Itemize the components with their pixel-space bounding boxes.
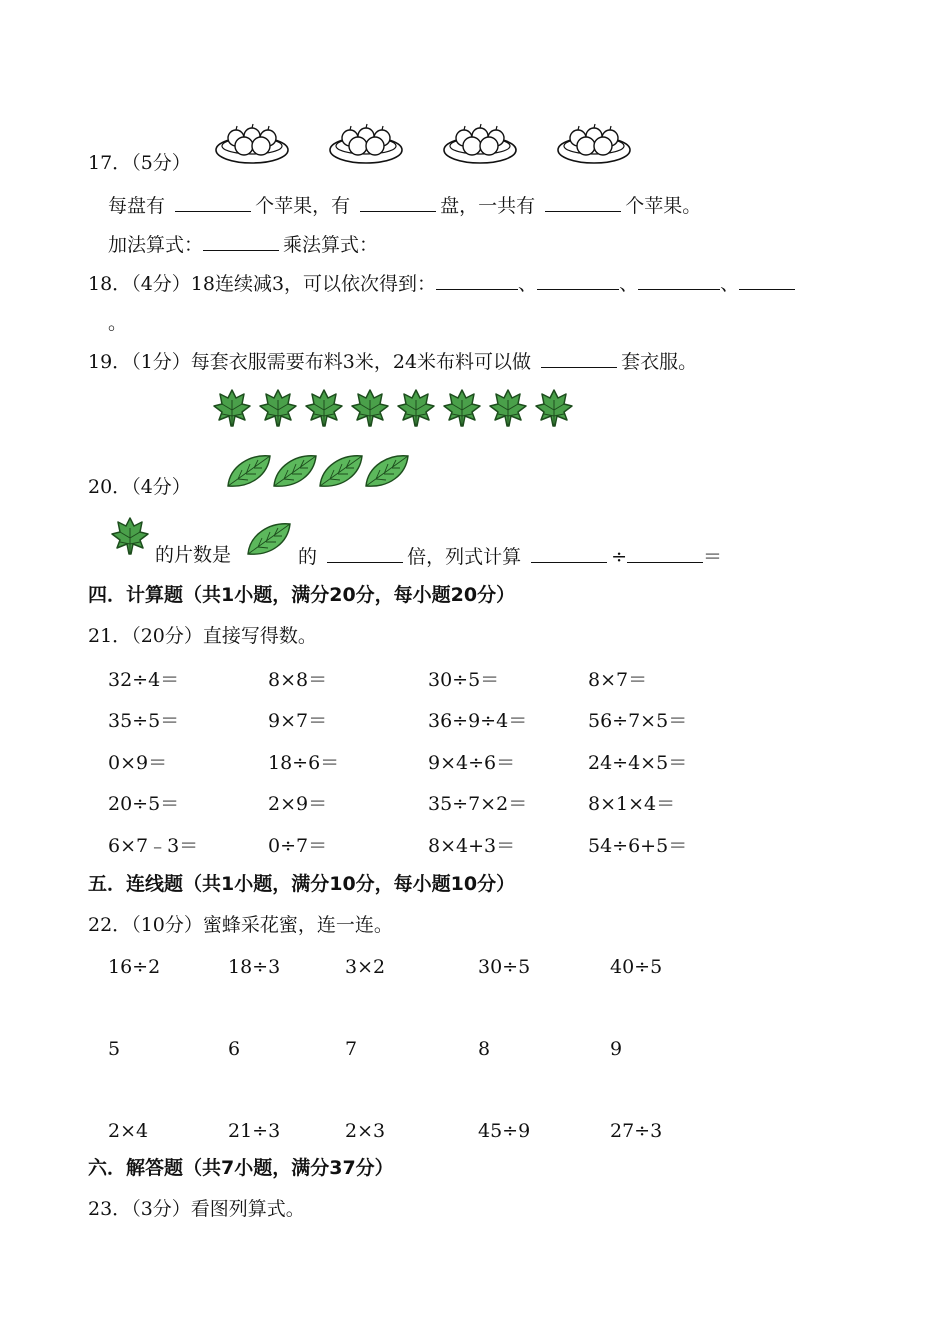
apple-plate-icons [214,118,644,168]
q19-line [88,349,697,374]
match-middle-item[interactable]: 8 [478,1038,491,1060]
calc-item: 35÷5＝ [108,710,180,732]
q19-blank[interactable] [541,349,617,368]
oval-leaf-icons [224,450,424,492]
q17-text-d: 个苹果。 [625,195,702,217]
match-top-item[interactable]: 16÷2 [108,956,161,978]
q19-text-b: 套衣服。 [621,351,698,373]
match-bottom-item[interactable]: 27÷3 [610,1120,663,1142]
match-top-item[interactable]: 40÷5 [610,956,663,978]
q20-blank-divisor[interactable] [627,544,703,563]
calc-item: 54÷6+5＝ [588,835,688,857]
match-middle-item[interactable]: 7 [345,1038,358,1060]
q21-number: 21． [88,625,132,647]
match-bottom-item[interactable]: 45÷9 [478,1120,531,1142]
q19-text-a: （1分）每套衣服需要布料3米，24米布料可以做 [131,351,532,373]
calc-item: 32÷4＝ [108,669,180,691]
q17-blank-plates[interactable] [360,193,436,212]
q18-blank-2[interactable] [537,271,619,290]
calc-item: 0÷7＝ [268,835,328,857]
q20-number: 20． [88,476,132,498]
q22-header [88,914,393,937]
match-middle-item[interactable]: 5 [108,1038,121,1060]
calc-item: 20÷5＝ [108,793,180,815]
q17-blank-total[interactable] [545,193,621,212]
q18-blank-4[interactable] [739,271,795,290]
q22-text: （10分）蜜蜂采花蜜，连一连。 [131,914,393,936]
match-middle-item[interactable]: 9 [610,1038,623,1060]
q23-header [88,1198,305,1221]
q17-multiplication-label: 乘法算式： [283,234,379,256]
q20-text-c: 倍，列式计算 [407,546,522,568]
calc-item: 56÷7×5＝ [588,710,688,732]
q18-text: （4分）18连续减3，可以依次得到： [131,273,437,295]
calc-item: 8×1×4＝ [588,793,676,815]
match-bottom-item[interactable]: 21÷3 [228,1120,281,1142]
q17-line2 [108,232,378,257]
q17-blank-per-plate[interactable] [175,193,251,212]
q18-end: 。 [108,312,128,334]
q23-text: （3分）看图列算式。 [131,1198,305,1220]
q22-number: 22． [88,914,132,936]
section-6-title: 六．解答题（共7小题，满分37分） [88,1157,394,1179]
match-bottom-item[interactable]: 2×3 [345,1120,386,1142]
q20-text-1: 的片数是 [155,544,232,566]
q17-text-b: 个苹果，有 [255,195,351,217]
q20-div-sign: ÷ [611,546,628,568]
q20-text-b: 的 [298,546,318,568]
q20-score: （4分） [131,476,191,498]
calc-item: 2×9＝ [268,793,328,815]
calc-item: 30÷5＝ [428,669,500,691]
q17-number: 17． [88,152,132,174]
q21-text: （20分）直接写得数。 [131,625,317,647]
q17-score: （5分） [131,152,191,174]
match-bottom-item[interactable]: 2×4 [108,1120,149,1142]
q18-number: 18． [88,273,132,295]
calc-item: 9×4÷6＝ [428,752,516,774]
calc-item: 0×9＝ [108,752,168,774]
q17-text-c: 盘，一共有 [440,195,536,217]
calc-item: 24÷4×5＝ [588,752,688,774]
maple-leaf-icon [108,514,152,563]
calc-item: 8×8＝ [268,669,328,691]
q20-line [298,544,722,569]
oval-leaf-icon [244,518,296,565]
maple-leaves-row [212,386,582,435]
match-middle-item[interactable]: 6 [228,1038,241,1060]
q18-sep: 、 [720,273,740,295]
match-top-item[interactable]: 18÷3 [228,956,281,978]
q20-blank-times[interactable] [327,544,403,563]
q20-eq-sign: ＝ [703,546,723,568]
q17-header [88,152,191,175]
match-top-item[interactable]: 3×2 [345,956,386,978]
q17-text-a: 每盘有 [108,195,166,217]
q23-number: 23． [88,1198,132,1220]
section-4-title: 四．计算题（共1小题，满分20分，每小题20分） [88,584,516,606]
oval-leaves-row [224,450,424,497]
q18-line [88,271,795,296]
apple-plates-figure [214,118,644,168]
q21-header [88,625,317,648]
q18-sep: 、 [518,273,538,295]
q18-blank-3[interactable] [638,271,720,290]
calc-item: 8×4+3＝ [428,835,516,857]
calc-item: 8×7＝ [588,669,648,691]
calc-item: 35÷7×2＝ [428,793,528,815]
q18-sep: 、 [619,273,639,295]
section-5-title: 五．连线题（共1小题，满分10分，每小题10分） [88,873,516,895]
match-top-item[interactable]: 30÷5 [478,956,531,978]
q17-blank-addition[interactable] [203,232,279,251]
q20-header [88,476,191,499]
q19-number: 19． [88,351,132,373]
calc-item: 18÷6＝ [268,752,340,774]
q20-blank-dividend[interactable] [531,544,607,563]
calc-item: 9×7＝ [268,710,328,732]
maple-leaf-icons [212,386,582,430]
q17-addition-label: 加法算式： [108,234,204,256]
calc-item: 36÷9÷4＝ [428,710,528,732]
q18-blank-1[interactable] [436,271,518,290]
calc-item: 6×7﹣3＝ [108,835,199,857]
q17-line1 [108,193,701,218]
